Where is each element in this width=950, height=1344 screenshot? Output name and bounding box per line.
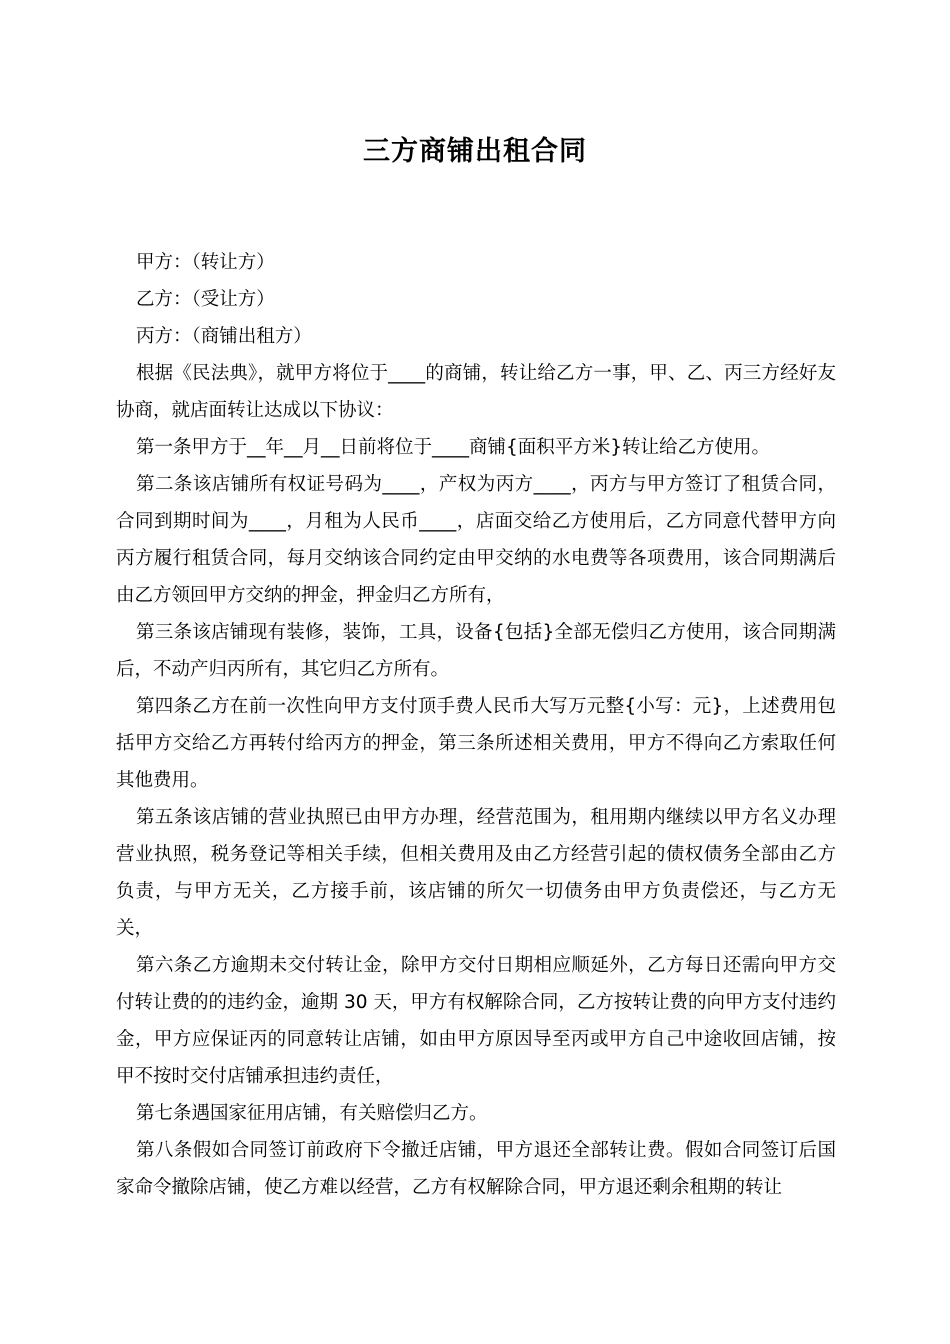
article-7-paragraph: 第七条遇国家征用店铺，有关赔偿归乙方。 bbox=[136, 1103, 488, 1124]
article-3-paragraph: 第三条该店铺现有装修，装饰，工具，设备{包括}全部无偿归乙方使用，该合同期满后，不动产归丙所有，其它归乙方所有。 bbox=[116, 622, 836, 680]
party-a-line: 甲方：（转让方） bbox=[136, 252, 275, 273]
article-8-paragraph: 第八条假如合同签订前政府下令撤迁店铺，甲方退还全部转让费。假如合同签订后国家命令撤除店铺，使乙方难以经营，乙方有权解除合同，甲方退还剩余租期的转让 bbox=[116, 1140, 836, 1198]
article-1-paragraph: 第一条甲方于__年__月__日前将位于____商铺{面积平方米}转让给乙方使用。 bbox=[136, 437, 771, 458]
article-4-paragraph: 第四条乙方在前一次性向甲方支付顶手费人民币大写万元整{小写：元}，上述费用包括甲方交给乙方再转付给丙方的押金，第三条所述相关费用，甲方不得向乙方索取任何其他费用。 bbox=[116, 696, 836, 791]
party-b-line: 乙方：（受让方） bbox=[136, 289, 275, 310]
party-c-line: 丙方：（商铺出租方） bbox=[136, 326, 312, 347]
document-title: 三方商铺出租合同 bbox=[363, 136, 587, 167]
article-2-paragraph: 第二条该店铺所有权证号码为____，产权为丙方____，丙方与甲方签订了租赁合同，合同到期时间为____，月租为人民币____，店面交给乙方使用后，乙方同意代替甲方向丙方履行租赁合同，每月交纳该合同约定由甲交纳的水电费等各项费用，该合同期满后由乙方领回甲方交纳的押金，押金归乙方所有， bbox=[116, 474, 836, 606]
article-5-paragraph: 第五条该店铺的营业执照已由甲方办理，经营范围为，租用期内继续以甲方名义办理营业执照，税务登记等相关手续，但相关费用及由乙方经营引起的债权债务全部由乙方负责，与甲方无关，乙方接手前，该店铺的所欠一切债务由甲方负责偿还，与乙方无关， bbox=[116, 807, 836, 939]
preamble-paragraph: 根据《民法典》，就甲方将位于____的商铺，转让给乙方一事，甲、乙、丙三方经好友协商，就店面转让达成以下协议： bbox=[116, 363, 836, 421]
article-6-paragraph: 第六条乙方逾期未交付转让金，除甲方交付日期相应顺延外，乙方每日还需向甲方交付转让费的的违约金，逾期 30 天，甲方有权解除合同，乙方按转让费的向甲方支付违约金，甲方应保证丙的同意转让店铺，如由甲方原因导至丙或甲方自己中途收回店铺，按甲不按时交付店铺承担违约责任， bbox=[116, 955, 836, 1087]
document-body bbox=[116, 244, 836, 1206]
